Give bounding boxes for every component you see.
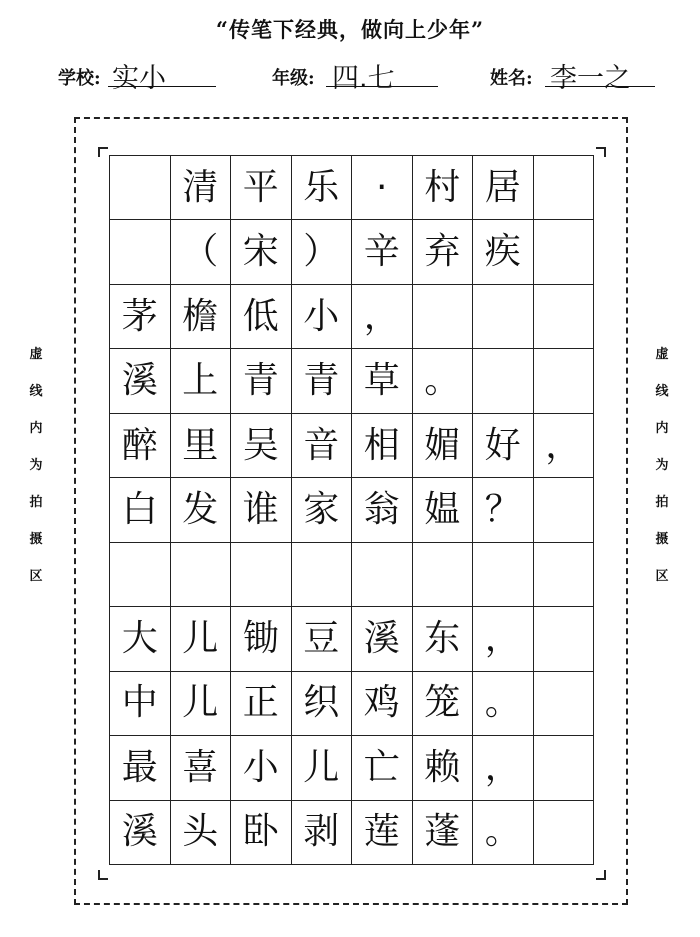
handwritten-char: 儿: [182, 682, 219, 724]
handwritten-char: 青: [303, 360, 340, 402]
grid-cell: [110, 672, 171, 736]
handwritten-char: 最: [121, 746, 158, 788]
handwritten-char: 相: [363, 424, 400, 466]
grid-cell: [292, 801, 353, 865]
handwritten-char: 儿: [303, 746, 340, 788]
name-label: 姓名:: [490, 68, 533, 89]
student-info-row: [0, 60, 700, 94]
grid-cell: [171, 736, 232, 800]
handwritten-char: 辛: [363, 231, 400, 273]
handwritten-char: 溪: [121, 360, 158, 402]
handwritten-char: ·: [376, 166, 388, 208]
grid-cell: [352, 543, 413, 607]
handwritten-char: 儿: [182, 617, 219, 659]
grid-cell: [352, 672, 413, 736]
grid-cell: [413, 801, 474, 865]
grid-cell: [110, 349, 171, 413]
handwritten-char: 。: [424, 360, 461, 402]
grade-value: 四.七: [332, 63, 395, 94]
grid-cell: [171, 349, 232, 413]
grid-cell: [413, 220, 474, 284]
grid-cell: [352, 285, 413, 349]
grid-cell: [352, 414, 413, 478]
handwritten-char: 喜: [182, 746, 219, 788]
grid-cell: [534, 736, 595, 800]
grid-cell: [171, 672, 232, 736]
handwritten-char: 翁: [363, 488, 400, 530]
grid-cell: [473, 736, 534, 800]
school-value: 实小: [112, 63, 166, 94]
grid-cell: [534, 285, 595, 349]
handwritten-char: 卧: [242, 811, 279, 853]
handwritten-char: 莲: [363, 811, 400, 853]
grid-cell: [231, 156, 292, 220]
grid-cell: [110, 220, 171, 284]
side-note-char: 为: [29, 458, 43, 473]
handwritten-char: ，: [484, 746, 521, 788]
grid-cell: [292, 220, 353, 284]
grid-cell: [352, 156, 413, 220]
corner-mark-bottom-left: [98, 870, 108, 880]
grid-cell: [413, 736, 474, 800]
grid-cell: [292, 543, 353, 607]
grid-cell: [473, 349, 534, 413]
handwritten-char: ，: [363, 295, 400, 337]
handwritten-char: ）: [303, 231, 340, 273]
grade-underline: [326, 86, 438, 87]
grid-cell: [110, 607, 171, 671]
grid-cell: [231, 220, 292, 284]
grid-cell: [534, 156, 595, 220]
handwritten-char: 檐: [182, 295, 219, 337]
grid-cell: [292, 349, 353, 413]
grid-cell: [534, 220, 595, 284]
handwritten-char: （: [182, 231, 219, 273]
corner-mark-top-right: [596, 147, 606, 157]
handwritten-char: 小: [242, 746, 279, 788]
handwritten-char: 茅: [121, 295, 158, 337]
grid-cell: [352, 478, 413, 542]
grid-cell: [292, 285, 353, 349]
handwritten-char: 溪: [121, 811, 158, 853]
grid-cell: [473, 285, 534, 349]
grid-cell: [110, 543, 171, 607]
side-note-left: [26, 336, 46, 595]
grid-cell: [231, 414, 292, 478]
grid-cell: [352, 220, 413, 284]
grid-cell: [231, 736, 292, 800]
grid-cell: [473, 607, 534, 671]
handwritten-char: 小: [303, 295, 340, 337]
grid-cell: [413, 349, 474, 413]
grid-cell: [413, 672, 474, 736]
grid-cell: [231, 478, 292, 542]
side-note-char: 摄: [655, 532, 669, 547]
grid-cell: [413, 543, 474, 607]
grid-cell: [292, 414, 353, 478]
grid-cell: [413, 414, 474, 478]
grid-cell: [171, 156, 232, 220]
handwritten-char: 亡: [363, 746, 400, 788]
writing-grid: [109, 155, 594, 865]
handwritten-char: 宋: [242, 231, 279, 273]
grid-cell: [473, 672, 534, 736]
handwritten-char: 蓬: [424, 811, 461, 853]
grid-cell: [231, 543, 292, 607]
side-note-char: 摄: [29, 532, 43, 547]
handwritten-char: 鸡: [363, 682, 400, 724]
grid-cell: [352, 349, 413, 413]
side-note-char: 为: [655, 458, 669, 473]
handwritten-char: 家: [303, 488, 340, 530]
handwritten-char: 低: [242, 295, 279, 337]
side-note-char: 线: [29, 384, 43, 399]
grid-cell: [231, 801, 292, 865]
grid-cell: [534, 801, 595, 865]
grid-cell: [352, 736, 413, 800]
side-note-char: 内: [29, 421, 43, 436]
handwritten-char: 东: [424, 617, 461, 659]
handwritten-char: 村: [424, 166, 461, 208]
grid-cell: [473, 801, 534, 865]
grid-cell: [292, 736, 353, 800]
handwritten-char: 里: [182, 424, 219, 466]
side-note-char: 内: [655, 421, 669, 436]
grid-cell: [473, 478, 534, 542]
handwritten-char: 笼: [424, 682, 461, 724]
handwritten-char: 赖: [424, 746, 461, 788]
grid-cell: [473, 220, 534, 284]
grid-cell: [352, 801, 413, 865]
grid-cell: [110, 478, 171, 542]
grid-cell: [171, 801, 232, 865]
grid-cell: [534, 414, 595, 478]
handwritten-char: 草: [363, 360, 400, 402]
side-note-char: 虚: [655, 347, 669, 362]
grid-cell: [534, 543, 595, 607]
page-title: “传笔下经典，做向上少年”: [215, 17, 485, 42]
handwritten-char: 剥: [303, 811, 340, 853]
handwritten-char: 发: [182, 488, 219, 530]
grade-label: 年级:: [272, 68, 315, 89]
grid-cell: [171, 478, 232, 542]
grid-cell: [110, 414, 171, 478]
grid-cell: [110, 156, 171, 220]
school-underline: [108, 86, 216, 87]
grid-cell: [110, 285, 171, 349]
side-note-char: 区: [29, 569, 43, 584]
grid-cell: [413, 156, 474, 220]
grid-cell: [171, 607, 232, 671]
handwritten-char: 好: [484, 424, 521, 466]
grid-cell: [231, 349, 292, 413]
handwritten-char: 上: [182, 360, 219, 402]
grid-cell: [231, 607, 292, 671]
grid-cell: [110, 736, 171, 800]
corner-mark-top-left: [98, 147, 108, 157]
handwritten-char: 。: [484, 682, 521, 724]
grid-cell: [413, 607, 474, 671]
name-underline: [545, 86, 655, 87]
grid-cell: [292, 607, 353, 671]
grid-cell: [110, 801, 171, 865]
handwritten-char: ？: [484, 488, 521, 530]
handwritten-char: 豆: [303, 617, 340, 659]
grid-cell: [473, 156, 534, 220]
grid-cell: [171, 543, 232, 607]
grid-cell: [352, 607, 413, 671]
handwritten-char: 音: [303, 424, 340, 466]
handwritten-char: 疾: [484, 231, 521, 273]
handwritten-char: 锄: [242, 617, 279, 659]
handwritten-char: 大: [121, 617, 158, 659]
handwritten-char: 织: [303, 682, 340, 724]
handwritten-char: 溪: [363, 617, 400, 659]
handwritten-char: 头: [182, 811, 219, 853]
handwritten-char: 平: [242, 166, 279, 208]
handwritten-char: 谁: [242, 488, 279, 530]
grid-cell: [292, 478, 353, 542]
school-label: 学校:: [58, 68, 101, 89]
grid-cell: [171, 220, 232, 284]
grid-cell: [534, 672, 595, 736]
corner-mark-bottom-right: [596, 870, 606, 880]
handwritten-char: 弃: [424, 231, 461, 273]
side-note-char: 拍: [29, 495, 43, 510]
side-note-char: 拍: [655, 495, 669, 510]
side-note-char: 线: [655, 384, 669, 399]
name-value: 李一之: [550, 63, 631, 94]
handwritten-char: ，: [545, 424, 582, 466]
grid-cell: [413, 285, 474, 349]
handwritten-char: 乐: [303, 166, 340, 208]
handwritten-char: 居: [484, 166, 521, 208]
handwritten-char: 媚: [424, 424, 461, 466]
grid-cell: [413, 478, 474, 542]
handwritten-char: 正: [242, 682, 279, 724]
grid-cell: [171, 414, 232, 478]
side-note-char: 区: [655, 569, 669, 584]
grid-cell: [534, 478, 595, 542]
handwritten-char: 媪: [424, 488, 461, 530]
side-note-right: [652, 336, 672, 595]
grid-cell: [231, 285, 292, 349]
grid-cell: [171, 285, 232, 349]
grid-cell: [534, 349, 595, 413]
handwritten-char: 青: [242, 360, 279, 402]
handwritten-char: 。: [484, 811, 521, 853]
handwritten-char: 白: [121, 488, 158, 530]
grid-cell: [292, 672, 353, 736]
grid-cell: [473, 543, 534, 607]
grid-cell: [292, 156, 353, 220]
grid-cell: [473, 414, 534, 478]
handwritten-char: 吴: [242, 424, 279, 466]
handwritten-char: ，: [484, 617, 521, 659]
side-note-char: 虚: [29, 347, 43, 362]
handwritten-char: 中: [121, 682, 158, 724]
grid-cell: [231, 672, 292, 736]
grid-cell: [534, 607, 595, 671]
handwritten-char: 清: [182, 166, 219, 208]
handwritten-char: 醉: [121, 424, 158, 466]
